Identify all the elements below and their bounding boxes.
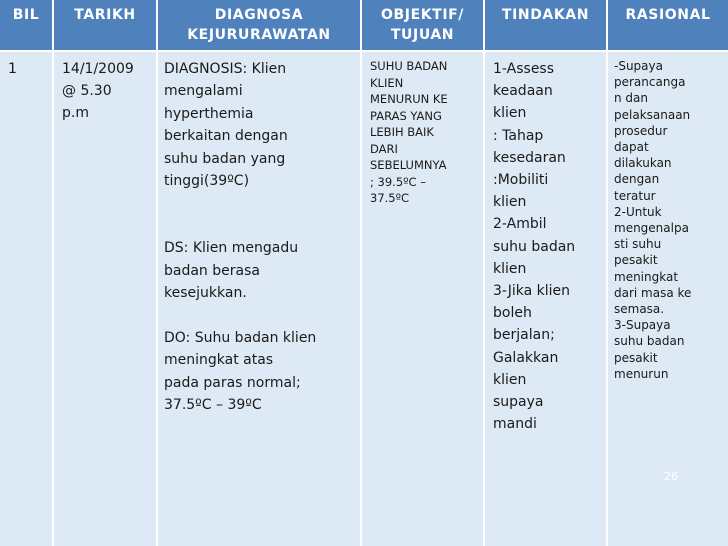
header-diagnosa-line2: KEJURURAWATAN [187,27,331,43]
cell-tindakan: 1-Assess keadaan klien : Tahap kesedaran :Mobiliti klien 2-Ambil suhu badan klien 3-Jika klien boleh berjalan; Galakkan klien supaya mandi [493,61,576,433]
header-objektif [362,0,483,50]
column-divider [606,0,608,546]
header-objektif-line2: TUJUAN [390,27,455,43]
header-diagnosa-line1: DIAGNOSA [214,7,304,23]
header-rasional-label: RASIONAL [625,7,711,23]
column-divider [52,0,54,546]
header-tarikh-label: TARIKH [74,7,136,23]
header-divider [0,50,728,52]
cell-tarikh: 14/1/2009 @ 5.30 p.m [62,61,134,121]
header-tindakan [485,0,606,50]
header-rasional [608,0,728,50]
header-objektif-line1: OBJEKTIF/ [380,7,465,23]
header-tindakan-label: TINDAKAN [501,7,590,23]
header-diagnosa [158,0,360,50]
cell-rasional: -Supaya perancanga n dan pelaksanaan prosedur dapat dilakukan dengan teratur 2-Untuk mengenalpa sti suhu pesakit meningkat dari masa ke semasa. 3-Supaya suhu badan pesakit menurun [614,59,692,381]
column-divider [156,0,158,546]
cell-diagnosa: DIAGNOSIS: Klien mengalami hyperthemia berkaitan dengan suhu badan yang tinggi(39ºC) DS: Klien mengadu badan berasa kesejukkan. DO: Suhu badan klien meningkat atas pada paras normal; 37.5ºC – 39ºC [164,61,317,414]
column-divider [360,0,362,546]
header-bil [0,0,52,50]
header-bil-label: BIL [12,7,40,23]
header-tarikh [54,0,156,50]
page-number: 26 [664,470,678,483]
cell-bil: 1 [8,61,17,77]
column-divider [483,0,485,546]
cell-objektif: SUHU BADAN KLIEN MENURUN KE PARAS YANG LEBIH BAIK DARI SEBELUMNYA ; 39.5ºC – 37.5ºC [370,59,448,205]
